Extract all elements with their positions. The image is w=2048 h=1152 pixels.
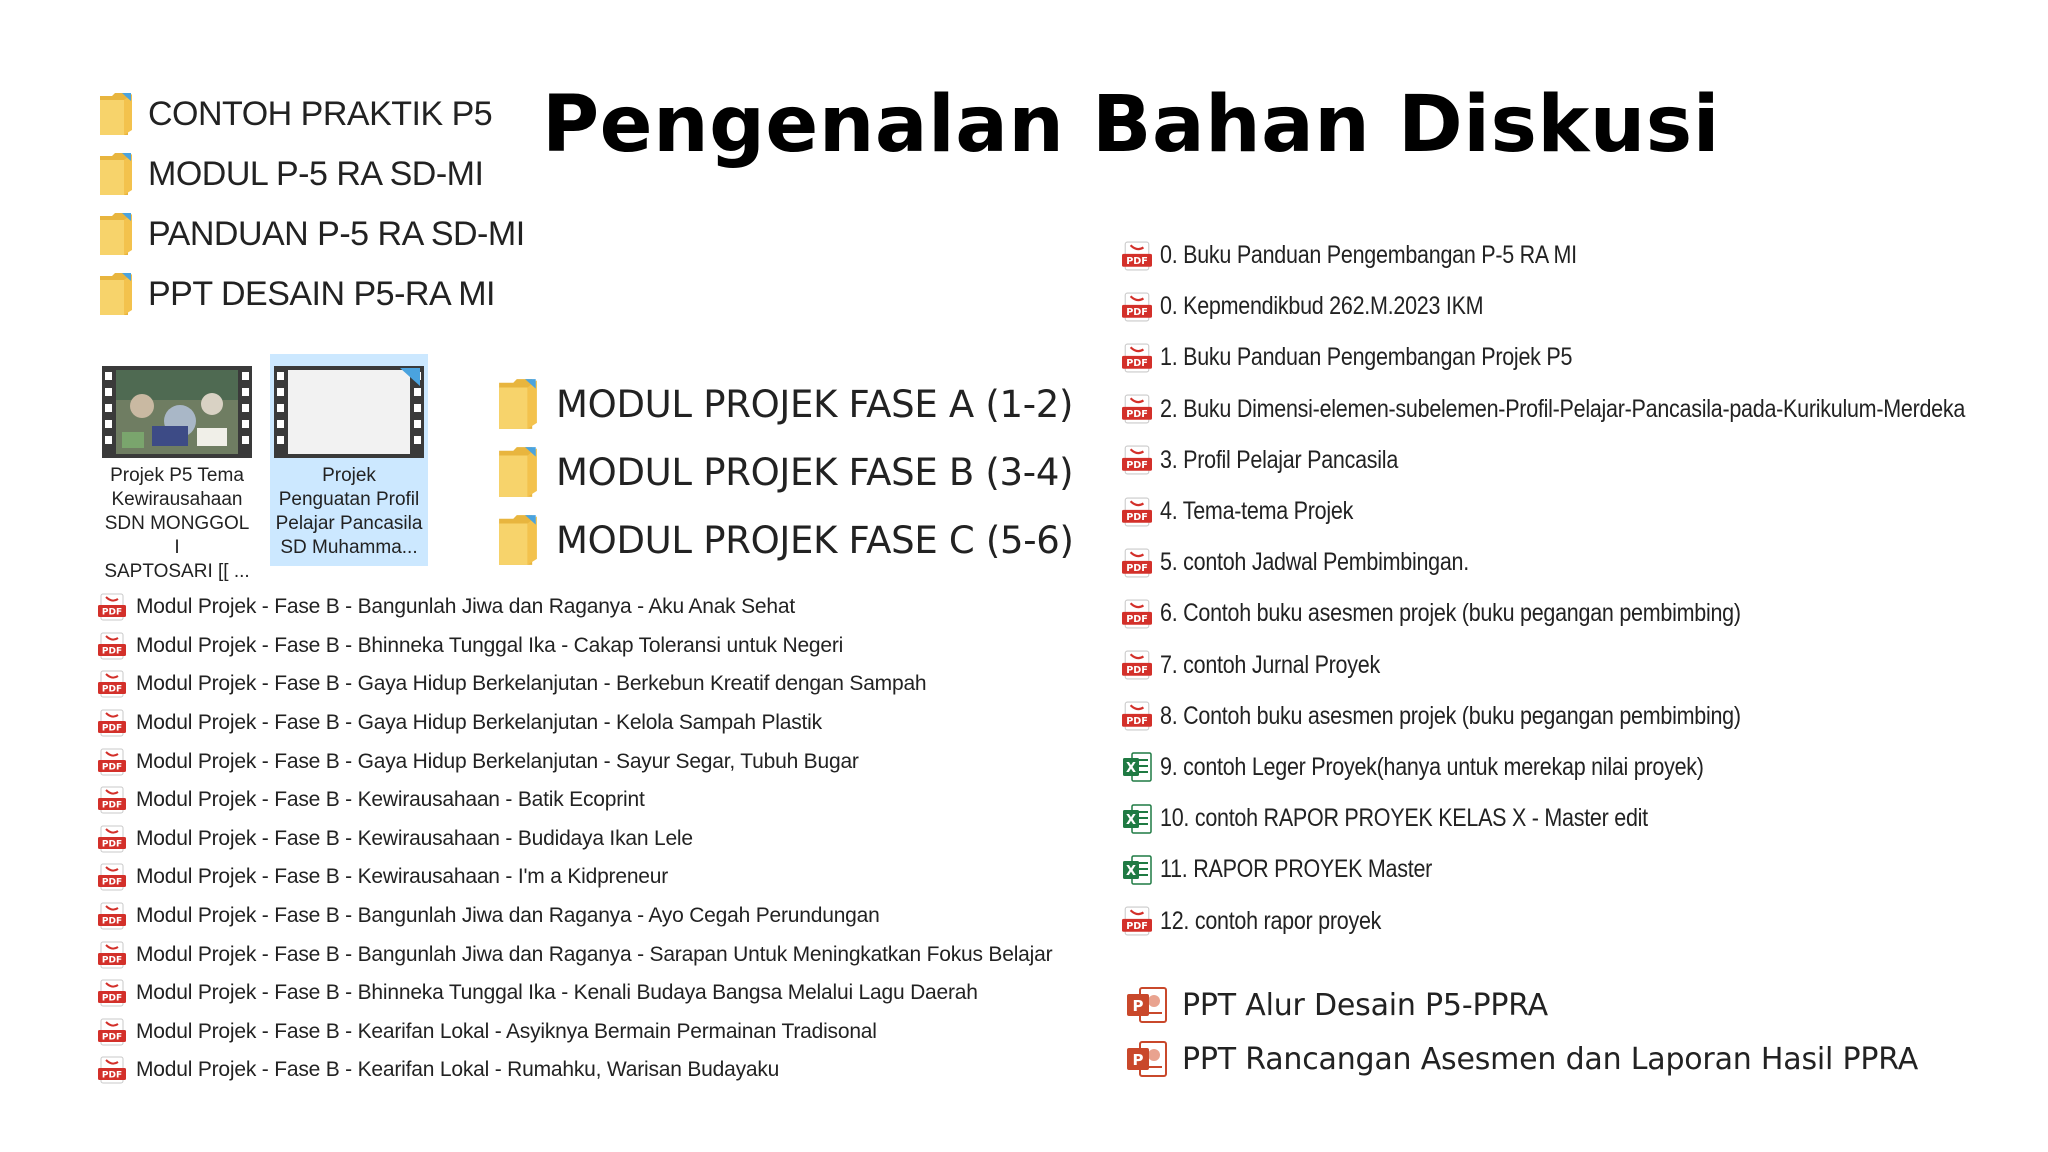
- pdf-icon: [98, 632, 126, 660]
- reference-file-item[interactable]: [1122, 844, 2048, 895]
- fase-folder-item[interactable]: [496, 370, 1074, 438]
- pdf-icon: [98, 593, 126, 621]
- pdf-file-item[interactable]: [98, 897, 1052, 936]
- pdf-icon: [1122, 649, 1152, 681]
- folder-item[interactable]: [98, 264, 525, 324]
- fase-folder-item[interactable]: [496, 438, 1074, 506]
- video-thumbnail-blank: [274, 366, 424, 458]
- pdf-file-label: Modul Projek - Fase B - Gaya Hidup Berkelanjutan - Berkebun Kreatif dengan Sampah: [136, 672, 927, 696]
- reference-file-label: 1. Buku Panduan Pengembangan Projek P5: [1160, 343, 1573, 372]
- pdf-file-item[interactable]: [98, 781, 1052, 820]
- pdf-file-item[interactable]: [98, 935, 1052, 974]
- pdf-file-label: Modul Projek - Fase B - Bhinneka Tunggal Ika - Kenali Budaya Bangsa Melalui Lagu Daerah: [136, 981, 978, 1005]
- fase-folder-label: MODUL PROJEK FASE B (3-4): [556, 450, 1074, 494]
- pdf-file-label: Modul Projek - Fase B - Bangunlah Jiwa dan Raganya - Sarapan Untuk Meningkatkan Fokus Belajar: [136, 942, 1053, 966]
- pdf-file-label: Modul Projek - Fase B - Bhinneka Tunggal Ika - Cakap Toleransi untuk Negeri: [136, 633, 844, 657]
- pdf-icon: [98, 1018, 126, 1046]
- folder-icon: [496, 378, 540, 430]
- pdf-icon: [98, 902, 126, 930]
- powerpoint-icon: [1126, 1039, 1168, 1079]
- reference-file-label: 6. Contoh buku asesmen projek (buku pegangan pembimbing): [1160, 599, 1741, 628]
- folder-list: [98, 84, 525, 324]
- pdf-icon: [1122, 393, 1152, 425]
- reference-file-label: 3. Profil Pelajar Pancasila: [1160, 445, 1399, 474]
- ppt-file-item[interactable]: [1126, 1032, 1918, 1086]
- pdf-file-label: Modul Projek - Fase B - Kewirausahaan - I'm a Kidpreneur: [136, 865, 669, 889]
- ppt-file-list: [1126, 978, 1918, 1086]
- pdf-file-item[interactable]: [98, 858, 1052, 897]
- reference-file-item[interactable]: [1122, 691, 2048, 742]
- video-caption: Projek Penguatan Profil Pelajar Pancasila SD Muhamma...: [275, 465, 423, 558]
- reference-file-label: 9. contoh Leger Proyek(hanya untuk merekap nilai proyek): [1160, 752, 1704, 781]
- pdf-icon: [98, 941, 126, 969]
- pdf-file-label: Modul Projek - Fase B - Kearifan Lokal - Asyiknya Bermain Permainan Tradisonal: [136, 1019, 877, 1043]
- pdf-icon: [98, 863, 126, 891]
- reference-file-list: [1122, 230, 2048, 947]
- pdf-icon: [98, 825, 126, 853]
- pdf-icon: [1122, 342, 1152, 374]
- pdf-icon: [1122, 700, 1152, 732]
- pdf-icon: [1122, 240, 1152, 272]
- pdf-icon: [98, 670, 126, 698]
- fase-folder-item[interactable]: [496, 506, 1074, 574]
- reference-file-item[interactable]: [1122, 384, 2048, 435]
- pdf-icon: [98, 786, 126, 814]
- reference-file-item[interactable]: [1122, 281, 2048, 332]
- folder-label: PANDUAN P-5 RA SD-MI: [148, 214, 525, 253]
- reference-file-label: 12. contoh rapor proyek: [1160, 906, 1382, 935]
- page-title: Pengenalan Bahan Diskusi: [542, 80, 1720, 170]
- pdf-file-label: Modul Projek - Fase B - Kewirausahaan - Batik Ecoprint: [136, 788, 645, 812]
- fase-folder-label: MODUL PROJEK FASE C (5-6): [556, 518, 1074, 562]
- fase-folder-label: MODUL PROJEK FASE A (1-2): [556, 382, 1074, 426]
- fase-folder-list: [496, 370, 1074, 574]
- video-thumbnails: [98, 354, 428, 582]
- reference-file-item[interactable]: [1122, 435, 2048, 486]
- pdf-icon: [1122, 444, 1152, 476]
- pdf-file-item[interactable]: [98, 1013, 1052, 1052]
- folder-label: CONTOH PRAKTIK P5: [148, 94, 493, 133]
- pdf-file-label: Modul Projek - Fase B - Gaya Hidup Berkelanjutan - Kelola Sampah Plastik: [136, 711, 822, 735]
- reference-file-label: 2. Buku Dimensi-elemen-subelemen-Profil-Pelajar-Pancasila-pada-Kurikulum-Merdeka: [1160, 394, 1966, 423]
- pdf-file-label: Modul Projek - Fase B - Kewirausahaan - Budidaya Ikan Lele: [136, 826, 693, 850]
- reference-file-item[interactable]: [1122, 742, 2048, 793]
- pdf-icon: [98, 748, 126, 776]
- reference-file-label: 7. contoh Jurnal Proyek: [1160, 650, 1380, 679]
- folder-icon: [98, 152, 134, 196]
- pdf-icon: [1122, 496, 1152, 528]
- pdf-file-item[interactable]: [98, 1051, 1052, 1090]
- reference-file-label: 11. RAPOR PROYEK Master: [1160, 855, 1433, 884]
- excel-icon: [1122, 803, 1152, 835]
- reference-file-label: 0. Buku Panduan Pengembangan P-5 RA MI: [1160, 241, 1577, 270]
- folder-item[interactable]: [98, 204, 525, 264]
- powerpoint-icon: [1126, 985, 1168, 1025]
- pdf-icon: [1122, 547, 1152, 579]
- video-thumbnail-photo: [102, 366, 252, 458]
- reference-file-item[interactable]: [1122, 230, 2048, 281]
- reference-file-label: 10. contoh RAPOR PROYEK KELAS X - Master edit: [1160, 804, 1648, 833]
- pdf-file-label: Modul Projek - Fase B - Kearifan Lokal - Rumahku, Warisan Budayaku: [136, 1058, 780, 1082]
- reference-file-item[interactable]: [1122, 895, 2048, 946]
- excel-icon: [1122, 751, 1152, 783]
- pdf-icon: [98, 709, 126, 737]
- pdf-icon: [1122, 291, 1152, 323]
- ppt-file-label: PPT Alur Desain P5-PPRA: [1182, 987, 1548, 1023]
- folder-icon: [98, 92, 134, 136]
- folder-label: PPT DESAIN P5-RA MI: [148, 274, 495, 313]
- pdf-file-item[interactable]: [98, 588, 1052, 627]
- excel-icon: [1122, 854, 1152, 886]
- reference-file-item[interactable]: [1122, 588, 2048, 639]
- ppt-file-label: PPT Rancangan Asesmen dan Laporan Hasil PPRA: [1182, 1041, 1919, 1077]
- pdf-icon: [1122, 598, 1152, 630]
- pdf-icon: [98, 1056, 126, 1084]
- reference-file-label: 5. contoh Jadwal Pembimbingan.: [1160, 548, 1469, 577]
- module-pdf-list: [98, 588, 1052, 1090]
- reference-file-label: 0. Kepmendikbud 262.M.2023 IKM: [1160, 292, 1484, 321]
- folder-icon: [98, 272, 134, 316]
- pdf-file-item[interactable]: [98, 627, 1052, 666]
- folder-icon: [98, 212, 134, 256]
- pdf-file-label: Modul Projek - Fase B - Gaya Hidup Berkelanjutan - Sayur Segar, Tubuh Bugar: [136, 749, 859, 773]
- pdf-file-item[interactable]: [98, 742, 1052, 781]
- pdf-file-item[interactable]: [98, 820, 1052, 859]
- pdf-icon: [1122, 905, 1152, 937]
- reference-file-item[interactable]: [1122, 640, 2048, 691]
- folder-label: MODUL P-5 RA SD-MI: [148, 154, 484, 193]
- pdf-icon: [98, 979, 126, 1007]
- folder-item[interactable]: [98, 84, 525, 144]
- pdf-file-item[interactable]: [98, 974, 1052, 1013]
- folder-item[interactable]: [98, 144, 525, 204]
- ppt-file-item[interactable]: [1126, 978, 1918, 1032]
- video-caption: Projek P5 Tema Kewirausahaan SDN MONGGOL I SAPTOSARI [[ ...: [104, 465, 250, 582]
- reference-file-item[interactable]: [1122, 332, 2048, 383]
- video-file[interactable]: [98, 354, 256, 582]
- folder-icon: [496, 446, 540, 498]
- reference-file-item[interactable]: [1122, 793, 2048, 844]
- pdf-file-label: Modul Projek - Fase B - Bangunlah Jiwa dan Raganya - Aku Anak Sehat: [136, 595, 795, 619]
- pdf-file-item[interactable]: [98, 665, 1052, 704]
- folder-icon: [496, 514, 540, 566]
- pdf-file-item[interactable]: [98, 704, 1052, 743]
- reference-file-item[interactable]: [1122, 537, 2048, 588]
- reference-file-label: 4. Tema-tema Projek: [1160, 497, 1354, 526]
- reference-file-item[interactable]: [1122, 486, 2048, 537]
- reference-file-label: 8. Contoh buku asesmen projek (buku pegangan pembimbing): [1160, 701, 1741, 730]
- video-file-selected[interactable]: [270, 354, 428, 566]
- pdf-file-label: Modul Projek - Fase B - Bangunlah Jiwa dan Raganya - Ayo Cegah Perundungan: [136, 904, 880, 928]
